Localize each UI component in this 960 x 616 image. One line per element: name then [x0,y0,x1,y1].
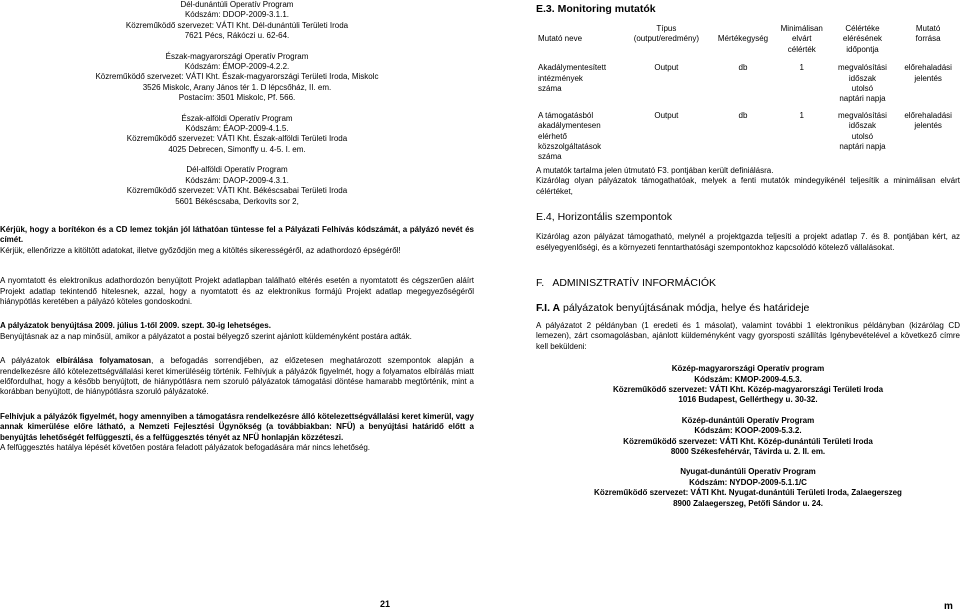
e4-paragraph: Kizárólag azon pályázat támogatható, melynél a projektgazda teljesíti a projekt adatlap 7. és 8. pontjában kért, az esélyegyenlőségi, és a környezeti fenntarthatósági szempontokhoz kapcsolódó kötelező vállalásokat. [536,232,960,252]
exclusive-note: Kizárólag olyan pályázatok támogathatóak, melyek a fenti mutatók mindegyikénél teljesítik a minimálisan elvárt célértéket, [536,176,960,196]
cell-min-target: 1 [799,63,804,73]
section-fi-title [536,302,960,315]
table-row [536,105,960,163]
evaluation-paragraph [0,356,474,398]
program-code: Kódszám: ÉMOP-2009-4.2.2. [184,62,290,72]
cell-min-target: 1 [799,110,804,120]
attention-paragraph: Felhívjuk a pályázók figyelmét, hogy amennyiben a támogatásra rendelkezésre álló kötelezettségvállalási keret kimerül, vagy annak kimerülése előre látható, a Nemzeti Fejlesztési Ügynökség (a továbbiakban: NFÜ) a benyújtási határidő előtt a benyújtás lehetőségét felfüggeszti, és a felfüggesztés tényét az NFÜ honlapján közzéteszi. [0,411,474,442]
suspension-paragraph: A felfüggesztés hatálya lépését követően postára feladott pályázatok befogadására már nincs lehetőség. [0,443,371,452]
cell-source: előrehaladási jelentés [904,63,952,83]
office-address: 5601 Békéscsaba, Derkovits sor 2, [175,196,299,206]
intermediary-body: Közreműködő szervezet: VÁTI Kht. Nyugat-dunántúli Területi Iroda, Zalaegerszeg [594,488,902,498]
header-unit: Mértékegység [717,34,769,43]
deadline-paragraph: Benyújtásnak az a nap minősül, amikor a pályázatot a postai bélyegző szerint ajánlott küldeményként postára adták. [0,331,412,341]
page-mark: m [944,601,953,612]
program-name: Dél-alföldi Operatív Program [186,165,288,175]
intermediary-body: Közreműködő szervezet: VÁTI Kht. Észak-magyarországi Területi Iroda, Miskolc [95,72,379,82]
right-column [536,0,960,509]
intermediary-body: Közreműködő szervezet: VÁTI Kht. Közép-dunántúli Területi Iroda [623,436,873,446]
program-code: Kódszám: KOOP-2009-5.3.2. [694,426,802,436]
f3-note: A mutatók tartalma jelen útmutató F3. pontjában került definiálásra. [536,165,774,175]
section-e3-title: E.3. Monitoring mutatók [536,3,656,15]
office-address: 8900 Zalaegerszeg, Petőfi Sándor u. 24. [673,498,823,508]
program-name: Észak-alföldi Operatív Program [181,113,293,123]
header-min-target: Minimálisan elvárt célérték [780,24,823,54]
office-address: 3526 Miskolc, Arany János tér 1. D lépcsőház, II. em. [142,82,332,92]
intermediary-body: Közreműködő szervezet: VÁTI Kht. Dél-dunántúli Területi Iroda [125,20,349,30]
intermediary-body: Közreműködő szervezet: VÁTI Kht. Észak-alföldi Területi Iroda [126,134,348,144]
program-code: Kódszám: KMOP-2009-4.5.3. [694,374,802,384]
office-block-eaop [0,114,474,156]
program-code: Kódszám: NYDOP-2009-5.1.1/C [689,477,807,487]
program-name: Nyugat-dunántúli Operatív Program [680,467,816,477]
office-block-daop [0,165,474,207]
section-fi-title-rest: pályázatok benyújtásának módja, helye és határideje [560,301,810,314]
evaluation-bold: elbírálása folyamatosan [56,356,152,366]
office-block-kdop [536,416,960,458]
program-name: Észak-magyarországi Operatív Program [165,51,309,61]
cell-target-date: megvalósítási időszak utolsó naptári napja [838,110,887,152]
header-type: Típus (output/eredmény) [633,24,700,44]
cell-source: előrehaladási jelentés [904,110,952,131]
office-block-ddop [0,0,474,42]
office-block-kmop [536,364,960,406]
deadline-heading: A pályázatok benyújtása 2009. július 1-től 2009. szept. 30-ig lehetséges. [0,321,271,331]
intermediary-body: Közreműködő szervezet: VÁTI Kht. Közép-magyarországi Területi Iroda [612,384,884,394]
cell-target-date: megvalósítási időszak utolsó naptári napja [838,63,887,104]
office-address: 4025 Debrecen, Simonffy u. 4-5. I. em. [168,144,306,154]
postal-address: Postacím: 3501 Miskolc, Pf. 566. [178,93,296,103]
header-indicator-name: Mutató neve [538,34,583,43]
check-notice: Kérjük, ellenőrizze a kitöltött adatokat, illetve győződjön meg a kitöltés sikerességéről, az adathordozó épségéről! [0,245,401,255]
cell-indicator-name: Akadálymentesített intézmények száma [538,63,607,94]
evaluation-pre: A pályázatok [0,356,57,366]
cell-indicator-name: A támogatásból akadálymentesen elérhető közszolgáltatások száma [538,110,602,162]
office-address: 7621 Pécs, Rákóczi u. 62-64. [184,31,290,41]
page-number: 21 [380,599,391,609]
section-fi-title-bold: F.I. A [536,301,561,314]
office-block-emop [0,52,474,104]
program-code: Kódszám: ÉAOP-2009-4.1.5. [185,124,289,134]
cell-type: Output [654,63,679,73]
program-name: Dél-dunántúli Operatív Program [180,0,294,9]
table-header-row [536,24,960,55]
evaluation-post: , a befogadás sorrendjében, az előzetesen meghatározott szempontok alapján a rendelkezésre álló kötelezettségvállalási keret kimerüléséig történik. Felhívjuk a pályázók figyelmét, hogy a folyamatos elbírálás miatt előfordulhat, hogy a később benyújtott, de hiánypótlásra nem szoruló pályázatok támogatási döntése hamarabb megtörténik, mint a korábban benyújtott, de hiánypótlásra szoruló pályázatoké. [0,356,474,397]
cell-unit: db [738,110,748,120]
section-f-title [536,277,960,290]
cover-notice: Kérjük, hogy a borítékon és a CD lemez tokján jól láthatóan tüntesse fel a Pályázati Felhívás kódszámát, a pályázó nevét és címét. [0,224,474,245]
header-source: Mutató forrása [915,24,941,44]
section-e4-title: E.4, Horizontális szempontok [536,211,672,224]
program-code: Kódszám: DDOP-2009-3.1.1. [184,10,290,20]
program-name: Közép-magyarországi Operatív program [671,364,825,374]
left-column [0,0,474,453]
data-carrier-paragraph: A nyomtatott és elektronikus adathordozón benyújtott Projekt adatlapban található eltérés esetén a nyomtatott és cégszerűen aláírt Projekt adatlap tekintendő hitelesnek, azzal, hogy a nyomtatott és az elektronikus formájú Projekt adatlap megegyezőségéről hiánypótlás keretében a pályázó köteles gondoskodni. [0,276,474,306]
office-address: 1016 Budapest, Gellérthegy u. 30-32. [678,395,818,405]
program-name: Közép-dunántúli Operatív Program [681,415,815,425]
monitoring-table [536,24,960,163]
cell-unit: db [738,63,748,73]
fi-paragraph: A pályázatot 2 példányban (1 eredeti és 1 másolat), valamint további 1 elektronikus példányban (kizárólag CD lemezen), zárt csomagolásban, ajánlott küldeményként vagy gyorsposti szállítás Igénybevételével a következő címre kell beküldeni: [536,320,960,351]
program-code: Kódszám: DAOP-2009-4.3.1. [185,175,289,185]
header-target-date: Célértéke elérésének időpontja [842,24,883,54]
office-address: 8000 Székesfehérvár, Távirda u. 2. II. em. [670,446,826,456]
office-block-nydop [536,467,960,509]
intermediary-body: Közreműködő szervezet: VÁTI Kht. Békéscsabai Területi Iroda [126,186,348,196]
table-row [536,55,960,105]
cell-type: Output [654,110,679,120]
section-f-title-text: F. ADMINISZTRATÍV INFORMÁCIÓK [536,276,717,289]
